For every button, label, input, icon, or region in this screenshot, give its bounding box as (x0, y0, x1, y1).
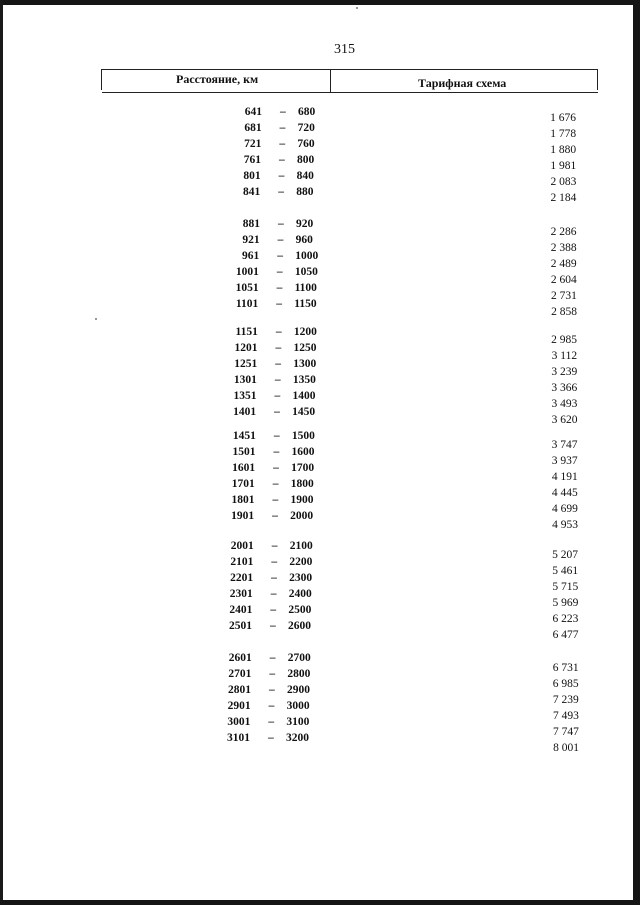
distance-from: 1101 (235, 298, 259, 310)
range-dash: – (275, 326, 282, 338)
distance-to: 1400 (292, 390, 316, 402)
tariff-value: 6 731 (552, 661, 579, 674)
distance-from: 961 (242, 250, 260, 262)
range-dash: – (268, 700, 275, 712)
range-dash: – (270, 620, 276, 632)
distance-from: 1051 (235, 282, 259, 294)
distance-from: 841 (243, 186, 261, 198)
distance-to: 880 (296, 186, 314, 198)
tariff-value: 2 604 (550, 273, 577, 286)
range-dash: – (268, 732, 274, 744)
distance-from: 721 (244, 138, 262, 150)
distance-from: 1151 (235, 326, 258, 338)
tariff-value: 7 493 (552, 709, 579, 722)
page-number: 315 (334, 42, 355, 57)
distance-to: 1300 (293, 358, 317, 370)
tariff-value: 3 366 (551, 382, 578, 395)
range-dash: – (273, 446, 280, 458)
distance-from: 921 (242, 234, 260, 246)
distance-to: 2100 (289, 540, 313, 552)
distance-from: 801 (243, 170, 261, 182)
distance-from: 1201 (234, 342, 258, 354)
distance-from: 641 (244, 106, 262, 118)
distance-from: 2201 (230, 572, 254, 584)
tariff-value: 4 699 (552, 503, 578, 515)
range-dash: – (277, 218, 284, 230)
range-dash: – (279, 138, 286, 150)
tariff-value: 7 239 (552, 693, 579, 706)
range-dash: – (276, 298, 282, 310)
distance-to: 1350 (292, 374, 316, 386)
distance-from: 2901 (227, 700, 251, 712)
tariff-value: 5 969 (552, 597, 579, 610)
tariff-value: 2 489 (550, 257, 577, 270)
range-dash: – (268, 716, 275, 728)
distance-to: 720 (297, 122, 315, 134)
distance-to: 1000 (295, 250, 319, 262)
tariff-value: 6 223 (552, 613, 579, 626)
range-dash: – (270, 588, 277, 600)
distance-to: 1150 (294, 298, 317, 310)
distance-to: 2800 (287, 668, 311, 680)
distance-from: 2601 (228, 652, 252, 664)
tariff-value: 3 620 (551, 414, 578, 427)
column-header-distance: Расстояние, км (176, 72, 259, 86)
range-dash: – (269, 668, 276, 680)
table-header (101, 69, 598, 90)
distance-from: 2301 (229, 588, 253, 600)
range-dash: – (269, 684, 275, 696)
range-dash: – (273, 430, 280, 442)
range-dash: – (274, 406, 280, 418)
tariff-value: 2 286 (550, 225, 577, 238)
distance-to: 3200 (286, 732, 309, 744)
tariff-value: 2 731 (550, 289, 577, 302)
tariff-value: 3 239 (551, 366, 578, 379)
distance-to: 2400 (288, 588, 312, 600)
range-dash: – (272, 478, 279, 490)
distance-to: 1100 (294, 282, 317, 294)
range-dash: – (277, 234, 284, 246)
range-dash: – (271, 572, 277, 584)
distance-from: 2701 (228, 668, 252, 680)
distance-from: 2801 (228, 684, 252, 696)
range-dash: – (274, 390, 281, 402)
distance-from: 1801 (231, 494, 255, 506)
distance-to: 1700 (291, 462, 315, 474)
range-dash: – (269, 652, 276, 664)
tariff-value: 2 083 (550, 176, 577, 188)
tariff-value: 8 001 (553, 741, 579, 754)
distance-to: 760 (297, 138, 315, 150)
range-dash: – (276, 282, 283, 294)
distance-to: 1200 (293, 326, 317, 338)
tariff-value: 2 388 (550, 241, 577, 254)
scan-edge-right (633, 0, 640, 905)
range-dash: – (278, 186, 285, 198)
distance-from: 1701 (231, 478, 255, 490)
distance-to: 840 (296, 170, 314, 182)
tariff-value: 7 747 (553, 725, 579, 738)
range-dash: – (272, 510, 278, 522)
tariff-value: 1 880 (550, 144, 577, 156)
scan-edge-bottom (0, 900, 640, 905)
distance-from: 881 (242, 218, 260, 230)
distance-from: 1351 (233, 390, 257, 402)
tariff-value: 5 461 (552, 565, 579, 578)
range-dash: – (275, 342, 282, 354)
tariff-value: 3 493 (551, 398, 578, 411)
distance-to: 2500 (288, 604, 312, 616)
distance-to: 2300 (289, 572, 313, 584)
tariff-value: 1 676 (550, 112, 576, 124)
tariff-value: 5 207 (552, 549, 579, 562)
tariff-value: 5 715 (552, 581, 579, 594)
range-dash: – (273, 462, 279, 474)
distance-from: 3001 (227, 716, 251, 728)
distance-to: 920 (295, 218, 314, 230)
tariff-value: 2 985 (551, 334, 578, 347)
distance-to: 1050 (294, 266, 318, 278)
range-dash: – (271, 556, 278, 568)
range-dash: – (274, 374, 281, 386)
range-dash: – (272, 494, 279, 506)
range-dash: – (270, 604, 277, 616)
tariff-value: 3 747 (551, 439, 578, 451)
distance-from: 1601 (232, 462, 256, 474)
tariff-value: 1 981 (550, 160, 577, 172)
range-dash: – (275, 358, 281, 370)
tariff-value: 3 112 (551, 350, 578, 363)
scan-speck (356, 7, 358, 9)
distance-to: 2000 (290, 510, 314, 522)
distance-from: 2001 (230, 540, 254, 552)
range-dash: – (276, 266, 283, 278)
distance-from: 3101 (227, 732, 250, 744)
distance-from: 1901 (231, 510, 255, 522)
tariff-value: 4 953 (552, 519, 578, 531)
distance-from: 1501 (232, 446, 256, 458)
distance-from: 681 (244, 122, 262, 134)
distance-from: 2101 (230, 556, 254, 568)
distance-to: 1450 (292, 406, 316, 418)
tariff-value: 6 985 (552, 677, 579, 690)
distance-from: 1301 (233, 374, 257, 386)
column-header-tariff: Тарифная схема (418, 76, 507, 90)
tariff-value: 4 445 (551, 487, 578, 499)
range-dash: – (279, 122, 286, 134)
distance-to: 2700 (287, 652, 311, 664)
distance-to: 1800 (290, 478, 314, 490)
tariff-value: 1 778 (550, 128, 577, 140)
scan-edge-top (0, 0, 640, 5)
range-dash: – (271, 540, 278, 552)
distance-to: 2600 (288, 620, 312, 632)
distance-to: 680 (298, 106, 316, 118)
distance-to: 3000 (286, 700, 310, 712)
distance-to: 800 (296, 154, 315, 166)
distance-to: 3100 (286, 716, 310, 728)
distance-to: 1600 (291, 446, 315, 458)
distance-from: 2401 (229, 604, 253, 616)
distance-to: 1250 (293, 342, 317, 354)
distance-to: 2900 (287, 684, 311, 696)
distance-from: 2501 (229, 620, 253, 632)
scan-speck (95, 318, 97, 320)
tariff-value: 2 184 (550, 192, 577, 204)
tariff-value: 2 858 (551, 305, 577, 318)
range-dash: – (280, 106, 286, 118)
distance-from: 1251 (234, 358, 258, 370)
tariff-value: 4 191 (551, 471, 578, 483)
range-dash: – (278, 154, 285, 166)
distance-from: 1451 (232, 430, 256, 442)
column-divider (330, 70, 331, 93)
tariff-value: 6 477 (552, 629, 579, 642)
range-dash: – (277, 250, 283, 262)
distance-from: 1001 (235, 266, 259, 278)
tariff-value: 3 937 (551, 455, 578, 467)
distance-to: 1500 (291, 430, 315, 442)
range-dash: – (278, 170, 285, 182)
distance-to: 960 (295, 234, 313, 246)
scan-edge-left (0, 0, 3, 905)
distance-to: 1900 (290, 494, 314, 506)
distance-from: 1401 (233, 406, 257, 418)
distance-from: 761 (243, 154, 261, 166)
distance-to: 2200 (289, 556, 313, 568)
